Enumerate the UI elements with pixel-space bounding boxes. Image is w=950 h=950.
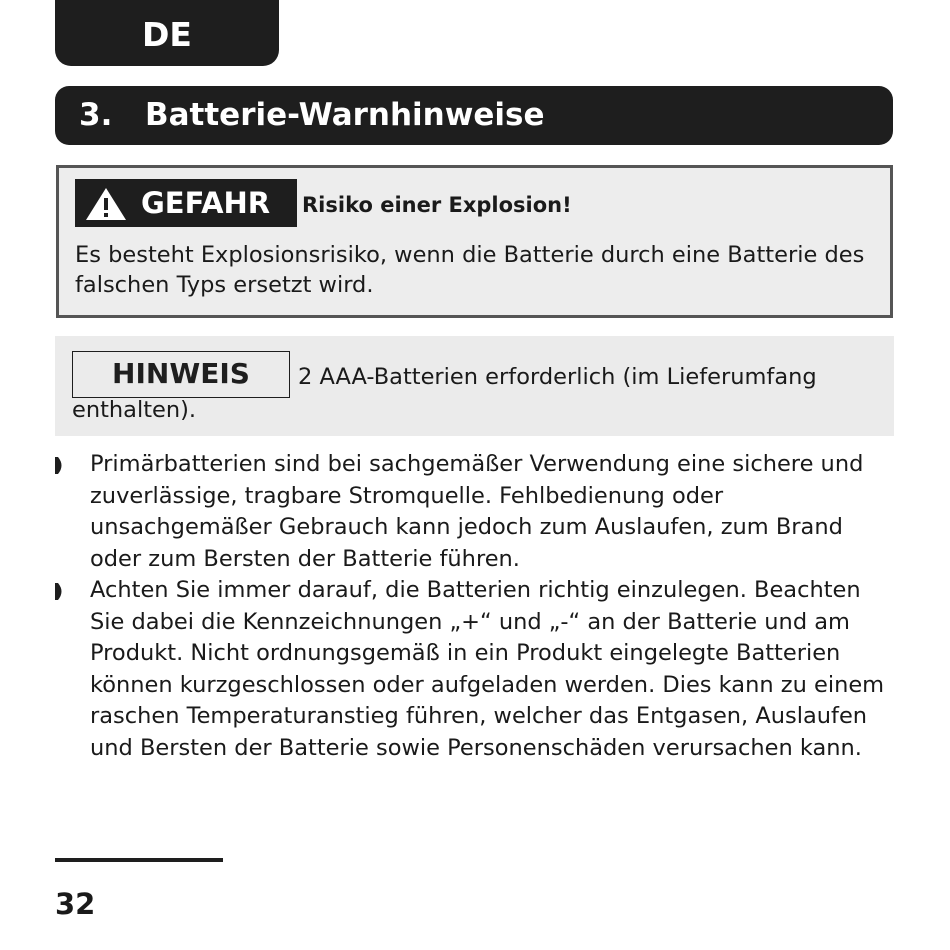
notice-text-line2: enthalten). bbox=[72, 397, 197, 423]
bullet-list bbox=[55, 449, 895, 764]
notice-box bbox=[55, 336, 894, 436]
language-tab bbox=[55, 0, 279, 66]
section-header bbox=[55, 86, 893, 145]
bullet-text: Achten Sie immer darauf, die Batterien richtig einzulegen. Beachten Sie dabei die Kennzeichnungen „+“ und „-“ an der Batterie und am Produkt. Nicht ordnungsgemäß in ein Produkt eingelegte Batterien können kurzgeschlossen oder aufgeladen werden. Dies kann zu einem raschen Temperaturanstieg führen, welcher das Entgasen, Auslaufen und Bersten der Batterie sowie Personenschäden verursachen kann. bbox=[90, 577, 885, 761]
footer-divider bbox=[55, 858, 223, 862]
list-item bbox=[55, 575, 895, 764]
bullet-arrow-icon bbox=[55, 457, 65, 474]
warning-triangle-icon bbox=[85, 187, 127, 221]
danger-text: Es besteht Explosionsrisiko, wenn die Batterie durch eine Batterie des falschen Typs ersetzt wird. bbox=[75, 242, 865, 298]
danger-label-text: GEFAHR bbox=[141, 186, 271, 220]
language-code: DE bbox=[142, 15, 192, 54]
section-title: Batterie-Warnhinweise bbox=[145, 97, 545, 133]
danger-title: Risiko einer Explosion! bbox=[302, 193, 572, 217]
danger-warning-box bbox=[56, 165, 893, 318]
notice-label: HINWEIS bbox=[72, 351, 290, 398]
list-item bbox=[55, 449, 895, 575]
bullet-text: Primärbatterien sind bei sachgemäßer Verwendung eine sichere und zuverlässige, tragbare Stromquelle. Fehlbedienung oder unsachgemäßer Gebrauch kann jedoch zum Auslaufen, zum Brand oder zum Bersten der Batterie führen. bbox=[90, 451, 864, 572]
bullet-arrow-icon bbox=[55, 583, 65, 600]
notice-text-line1: 2 AAA-Batterien erforderlich (im Lieferumfang bbox=[298, 364, 817, 390]
danger-label bbox=[75, 179, 297, 227]
section-number: 3. bbox=[79, 97, 113, 133]
page-number: 32 bbox=[55, 887, 96, 921]
